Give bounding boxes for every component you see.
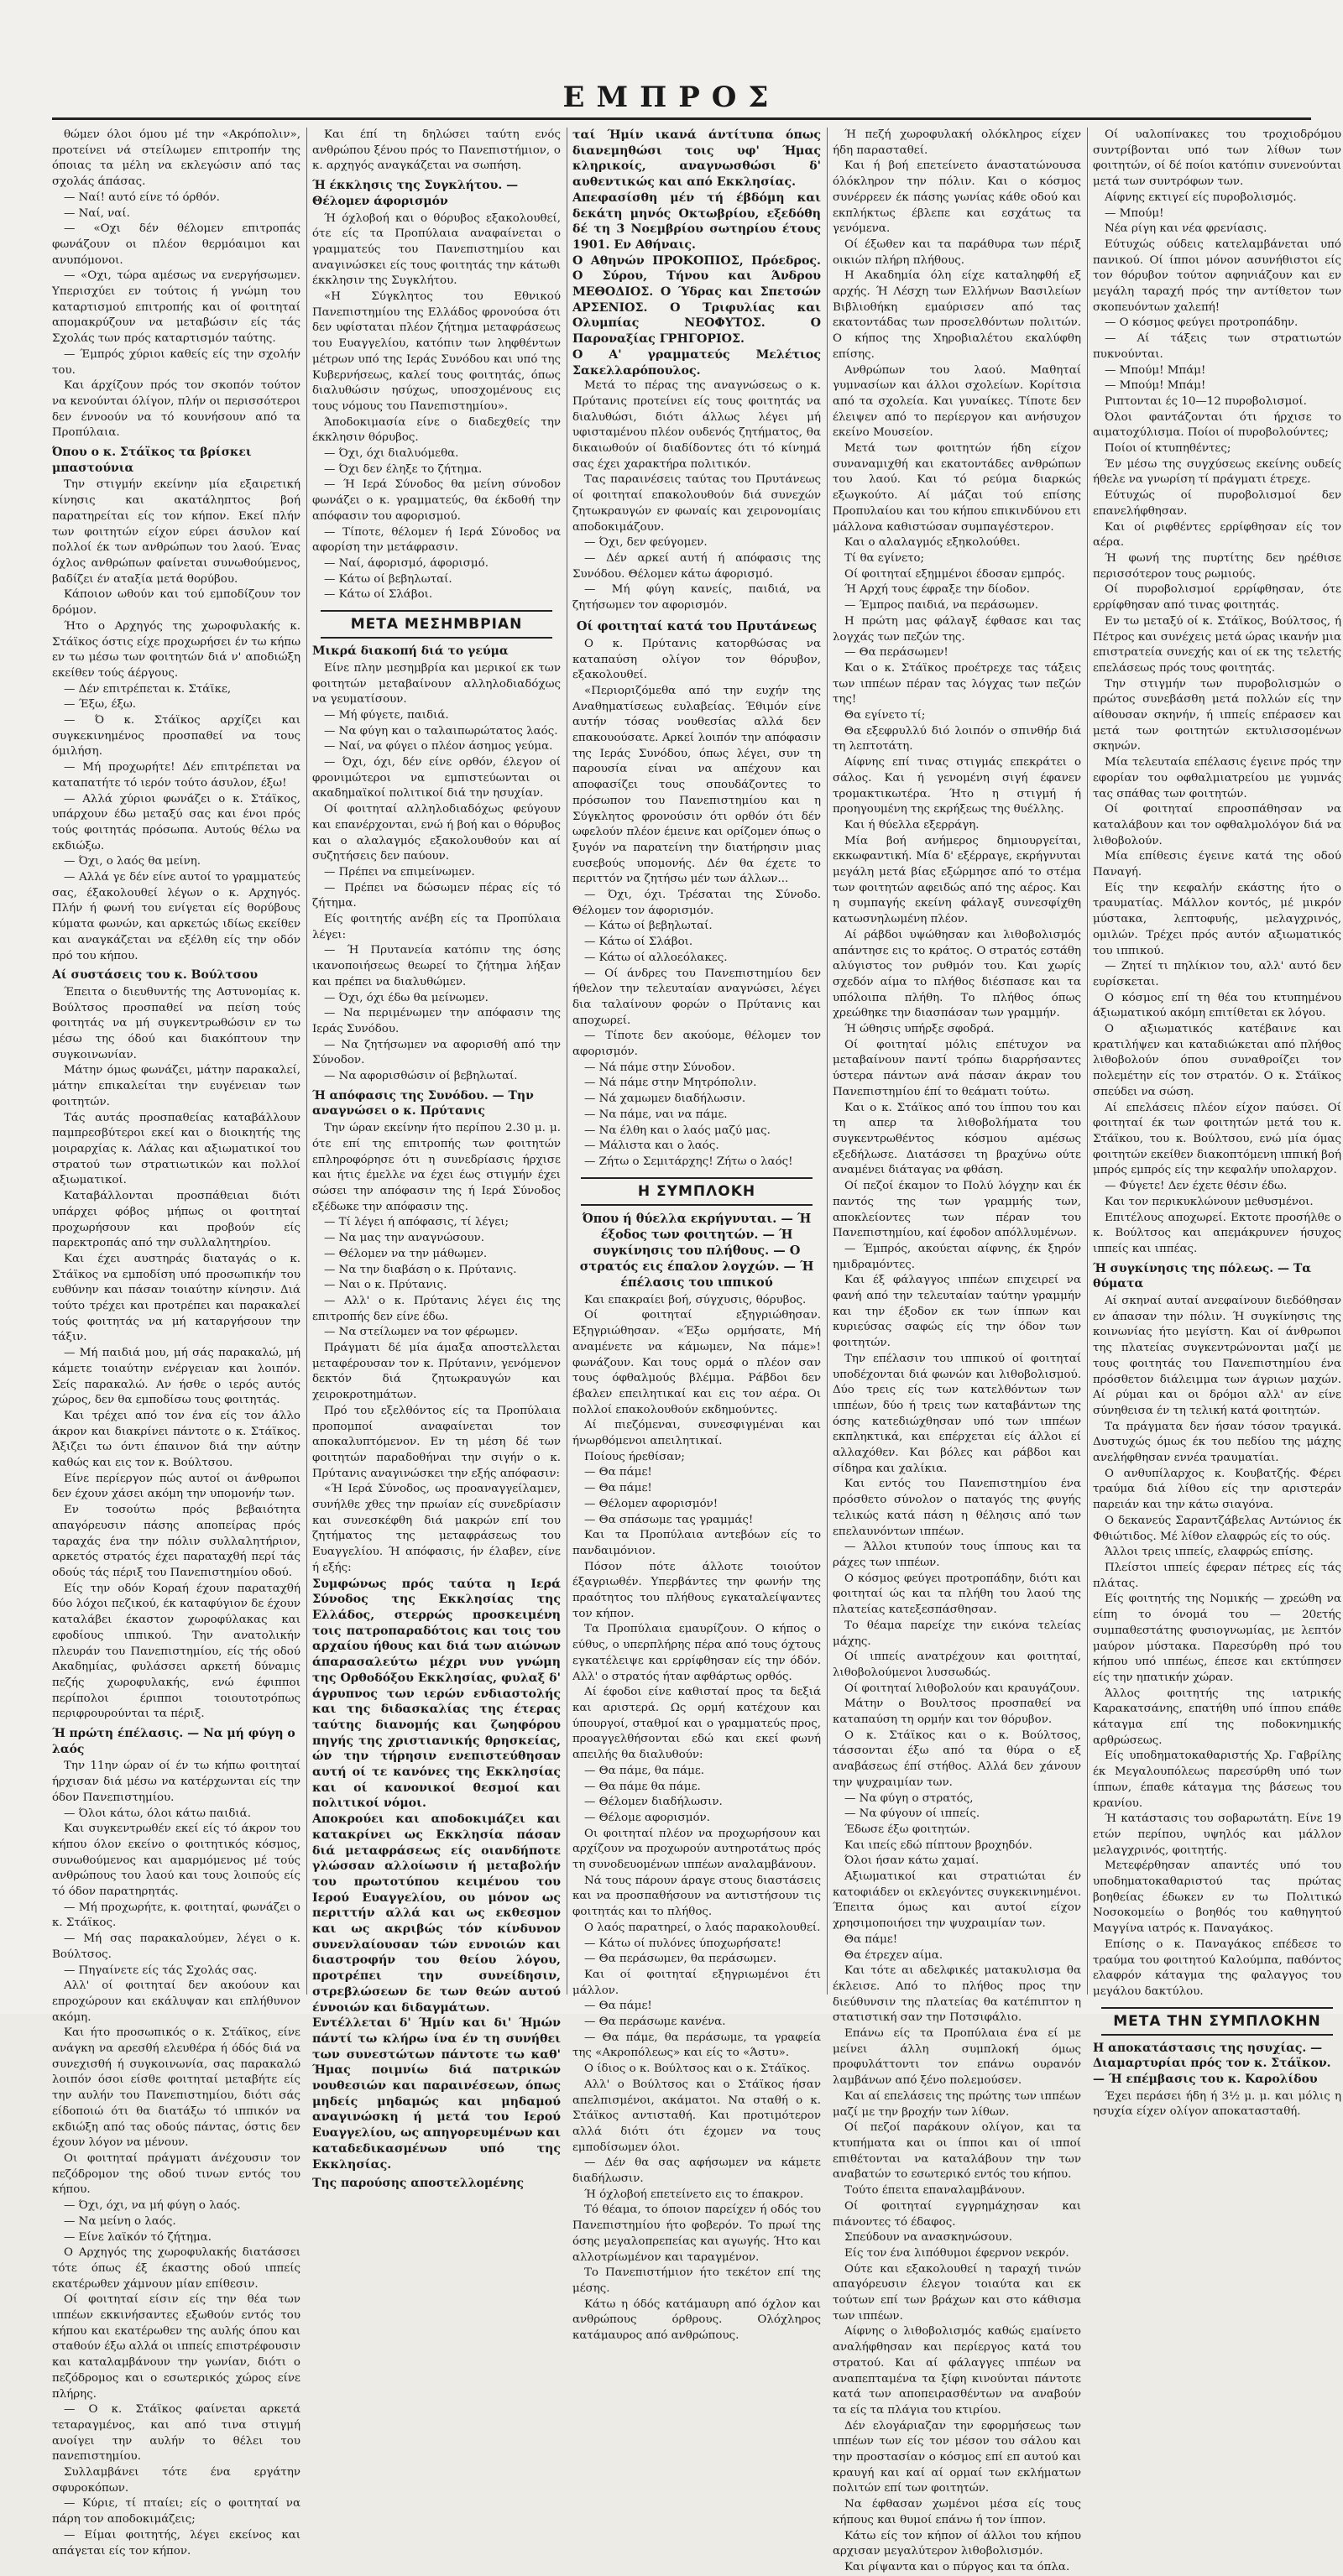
- bold-paragraph: Συμφώνως πρός ταύτα η Ιερά Σύνοδος της Εκκλησίας της Ελλάδος, στερρώς προσκειμένη τοις πατροπαραδότοις και τοις του αρχαίου ήθους και διά των αιώνων άπαρασαλεύτω μέχρι νυν γνώμη της Ορθοδόξου Εκκλησίας, φυλαξ δ' άγρυπνος των ιερών ενδιαστολής και της διδασκαλίας της έτερας ταύτης διανομής και ζωηφόρου πηγής της χριστιανικής θρησκείας, ών την τήρησιν ενεπιστεύθησαν αυτή οί τε κανόνες της Εκκλησίας και οί κανονικοί θεσμοί και πολιτικοί νόμοι.: [312, 1577, 561, 1811]
- article-heading: Η αποκατάστασις της ησυχίας. — Διαμαρτυρίαι πρός τον κ. Στάϊκον. — Ή επέμβασις του κ. Καρολίδου: [1093, 2041, 1331, 2087]
- paragraph: Ή φωνή της πυρτίτης δεν ηρέθισε περισσότερον τους ρωμιούς.: [1093, 551, 1341, 581]
- paragraph: — Κάτω οί πυλόνες ύποχωρήσατε!: [584, 1937, 782, 1950]
- paragraph: Είς την οδόν Κοραή έχουν παραταχθή δύο λόχοι πεζικού, έκ καταφύγιον δε έχουν καταλάβει έκαστον χωροφύλακας και εφοδίους ιππικού. Την ανατολικήν πλευράν του Πανεπιστημίου, είς τής οδού Ακαδημίας, φυλάσσει αρκετή δύναμις πεζής χωροφυλακής, ενώ έφιπποι περίπολοι έριπποι τοιουτοτρόπως περιφρουρούνται τα πέριξ.: [52, 1582, 300, 1721]
- paragraph: — Ναί, ναί.: [64, 206, 130, 220]
- paragraph: Ο αξιωματικός κατέβαινε και κρατιλήψεν και καταδιώκεται από πλήθος λιθοβολούν όπου συναθροίζει τον πολεμέτην είς τον στρατόν. Ο κ. Στάϊκος σπεύδει να σώση.: [1093, 1023, 1341, 1098]
- paragraph: Μάτην όμως φωνάζει, μάτην παρακαλεί, μάτην επικαλείται την ευγένειαν των φοιτητών.: [52, 1064, 300, 1108]
- paragraph: Και έχει αυστηράς διαταγάς ο κ. Στάϊκος να εμποδίση υπό προσωπικήν του ευθύνην και πάσαν τοιαύτην κίνησιν. Διά τούτο τρέχει και προτρέπει και παρακαλεί τούς φοιτητάς να μή καταργήσουν την τάξιν.: [52, 1252, 300, 1344]
- paragraph: Η πρώτη μας φάλαγξ έφθασε και τας λογχάς των πεζών της.: [833, 614, 1081, 644]
- paragraph: Εν τω μεταξύ οί κ. Στάϊκος, Βούλτσος, ή Πέτρος και συνέχεις μετά ώρας ικανήν μια επιστρατεία συνεχής και οί εκ της τελετής επελάσεως πρός τους φοιτητάς.: [1093, 614, 1341, 675]
- paragraph: Τί θα εγίνετο;: [844, 551, 925, 565]
- paragraph: — Θα περάσωμεν, θα περάσωμεν.: [584, 1953, 777, 1966]
- paragraph: Οί φοιτηταί εξηγριώθησαν. Εξηγριώθησαν. «Έξω ορμήσατε, Μή αναμένετε να κάμωμεν, Να πάμε»! φωνάζουν. Και τους ορμά ο πλέον σαν τους όφθαλμούς βλέμμα. Ράβδοι δεν έβαλεν επειλητικαί και εις τον αέρα. Οι πολλοί επακολουθούν εκδημούντες.: [572, 1309, 821, 1416]
- paragraph: — Μή προχωρήτε! Δέν επιτρέπεται να καταπατήτε τό ιερόν τούτο άσυλον, έξω!: [52, 761, 300, 790]
- paragraph: Αί ράβδοι υψώθησαν και λιθοβολισμός απάντησε εις το κράτος. Ο στρατός εστάθη αλύγιστος τον ρυθμόν του. Και χωρίς σχεδόν αίμα το πλήθος διέσπασε και τα υπόλοιπα πλήθη. Το πλήθος όπως χρεώθηκε την διασπάσαν των γραμμήν.: [833, 928, 1081, 1020]
- paragraph: — Τίποτε, θέλομεν ή Ιερά Σύνοδος να αφορίση την μετάφρασιν.: [312, 525, 561, 555]
- paragraph: — Κάτω οί βεβηλωταί.: [324, 572, 452, 586]
- paragraph: Ο δεκανεύς Σαραντζάβελας Αντώνιος έκ Φθιώτιδος. Μέ λίθον ελαφρώς είς το ούς.: [1093, 1514, 1341, 1543]
- paragraph: — Να μας την αναγνώσουν.: [324, 1232, 485, 1245]
- paragraph: — Ό κ. Στάϊκος αρχίζει και συγκεκινημένος προσπαθεί να τους όμιλήση.: [52, 714, 300, 759]
- paragraph: Θα εγίνετο τί;: [844, 709, 926, 722]
- paragraph: Είς υποδηματοκαθαριστής Χρ. Γαβρίλης έκ Μεγαλουπόλεως παρεσύρθη υπό των ίππων, έπαθε κάταγμα της βάσεως του κρανίου.: [1093, 1749, 1341, 1810]
- paragraph: Έχει περάσει ήδη ή 3½ μ. μ. και μόλις η ησυχία είχεν ολίγον αποκατασταθή.: [1093, 2089, 1341, 2119]
- paragraph: Πλείστοι ιππείς έφεραν πέτρες είς τάς πλάτας.: [1093, 1561, 1341, 1590]
- paragraph: — Ναί, να φύγει ο πλέον άσημος γεύμα.: [324, 740, 553, 754]
- paragraph: — Μάλιστα και ο λαός.: [584, 1139, 719, 1153]
- paragraph: — Θα πάμε!: [584, 2000, 652, 2013]
- text-column-2: [312, 128, 561, 2191]
- paragraph: — Πρέπει να δώσωμεν πέρας είς τό ζήτημα.: [312, 881, 561, 910]
- paragraph: θώμεν όλοι όμου μέ την «Ακρόπολιν», προτείνει νά στείλωμεν επιτροπήν της όποιας τα μέλη να εκλεγώσιν από τας σχολάς άπάσας.: [52, 128, 300, 189]
- paragraph: Έδωσε έξω φοιτητών.: [844, 1822, 970, 1836]
- paragraph: Πρό του εξελθόντος είς τα Προπύλαια προπομποί αναφαίνεται τον αποκαλυπτόμενον. Εν τη μέση δέ των φοιτητών παραδοθήναι την σιγήν ο κ. Πρύτανις αναγινώσκει την εξής απόφασιν:: [312, 1404, 561, 1480]
- paragraph: — Θα πάμε, θα πάμε.: [584, 1764, 705, 1777]
- paragraph: Οί υαλοπίνακες του τροχιοδρόμου συντρίβονται υπό των λίθων των φοιτητών, οί δέ ποίοι κατόπιν συνενούνται μετά των συντρόφων των.: [1093, 128, 1341, 189]
- paragraph: Οί φοιτηταί λιθοβολούν και κραυγάζουν.: [844, 1682, 1080, 1695]
- paragraph: Μετεφέρθησαν απαντές υπό του υποδηματοκαθαριστού τας πρώτας βοηθείας έδωκεν εν τω Πολιτικώ Νοσοκομείω ο βοηθός του καθηγητού Μαγγίνα ιατρός κ. Παναγάκος.: [1093, 1859, 1341, 1936]
- column-rule: [306, 128, 307, 1995]
- article-heading: Ή έκκλησις της Συγκλήτου. — Θέλομεν άφορισμόν: [312, 179, 519, 208]
- paragraph: Και ο αλαλαγμός εξηκολούθει.: [844, 536, 1021, 550]
- paragraph: Αξιωματικοί και στρατιώται έν κατοφιάδεν οι εκλεγόντες συγκεκινημένοι. Έπειτα όμως και αυτοί είχον χρησιμοποιήσει την ψυχραιμίαν των.: [833, 1870, 1081, 1931]
- paragraph: Τό θέαμα, το όποιον παρείχεν ή οδός του Πανεπιστημίου ήτο φοβερόν. Το πρωί της όσης μεγαλοπρεπείας και αγωγής. Ήτο και αλλοτρίωμένον και ταραγμένον.: [572, 2203, 821, 2264]
- bold-paragraph: Εντέλλεται δ' Ήμίν και δι' Ήμών πάντί τω κλήρω ίνα έν τη συνήθει των συνεστώτων πάντοτε τω καθ' Ήμας ποιμνίω διά πατρικών νουθεσιών και παραινέσεων, όπως μηδείς μηδαμώς και μηδαμού αναγινώσκη ή μετά του Ιερού Ευαγγελίου, ως απηγορευμένων και καταδεδικασμένων υπό της Εκκλησίας.: [312, 2016, 561, 2172]
- paragraph: — Έμπρός, ακούεται αίφνης, έκ ξηρόν ημιδραμόντες.: [833, 1242, 1081, 1271]
- paragraph: Και ήτο προσωπικός ο κ. Στάϊκος, είνε ανάγκη να αρεσθή ελευθέρα ή όδός διά να συνεχισθή ή συγκοινωνία, σας παρακαλώ λοιπόν όσοι είσθε φοιτηταί μεταβήτε είς την αυλήν του Πανεπιστημίου, διότι σάς είδοποιώ ότι θα διατάξω τό ιππικόν να εκδιώξη από τας οδούς πάντας, όστις δεν έχουν λόγον να μένουν.: [52, 2026, 300, 2150]
- paragraph: — Θα σπάσωμε τας γραμμάς!: [584, 1513, 754, 1526]
- paragraph: Και αί επελάσεις της πρώτης των ιππέων μαζί με την βροχήν των λίθων.: [833, 2089, 1081, 2119]
- paragraph: — Να φύγη και ο ταλαιπωρώτατος λαός.: [324, 724, 558, 738]
- article-heading: Μικρά διακοπή διά το γεύμα: [312, 644, 509, 659]
- paragraph: — Να πάμε, ναι να πάμε.: [584, 1108, 728, 1121]
- paragraph: Πόσον πότε άλλοτε τοιούτον έξαγριωθέν. Υπερβάντες την φωνήν της πραότητος του πλήθους εγκαταλείψαντες τον κήπον.: [572, 1560, 821, 1620]
- paragraph: Κάτω είς τον κήπον οί άλλοι του κήπου αρχισαν μεγαλύτερον λιθοβολισμόν.: [833, 2529, 1081, 2558]
- text-column-4: [833, 128, 1081, 2573]
- paragraph: — Έμπρος παιδιά, να περάσωμεν.: [844, 599, 1039, 613]
- paragraph: — Να μείνη ο λαός.: [64, 2214, 176, 2228]
- paragraph: Και ο κ. Στάϊκος προέτρεχε τας τάξεις των ιππέων πέραν τας λόγχας των πεζών της!: [833, 661, 1081, 707]
- paragraph: Και τρέχει από τον ένα είς τον άλλο άκρον και διακρίνει πάντοτε ο κ. Στάϊκος. Άξιζει τω όντι έπαινον διά την αύτην καθώς και εις τον κ. Βούλτσου.: [52, 1409, 300, 1470]
- paragraph: — Ο κόσμος φεύγει προτροπάδην.: [1105, 316, 1299, 330]
- paragraph: — Νά πάμε στην Μητρόπολιν.: [584, 1077, 757, 1090]
- paragraph: — Δέν αρκεί αυτή ή απόφασις της Συνόδου. Θέλομεν κάτω άφορισμό.: [572, 551, 821, 581]
- paragraph: — Όχι, όχι διαλυόμεθα.: [324, 447, 459, 461]
- paragraph: — Όχι, όχι. Τρέσαται της Σύνοδο. Θέλομεν τον άφορισμόν.: [572, 889, 821, 917]
- paragraph: Επιτέλους αποχωρεί. Εκτοτε προσήλθε ο κ. Βούλτσος και απεμάκρυνεν ήσυχος ιππείς και ιππέας.: [1093, 1211, 1341, 1255]
- paragraph: Το θέαμα παρείχε την εικόνα τελείας μάχης.: [833, 1619, 1081, 1648]
- paragraph: Και ή θύελλα εξερράγη.: [844, 818, 980, 832]
- paragraph: Να έφθασαν χωμένοι μέσα είς τους κήπους και θυμοί επάνω ή τον ίππον.: [833, 2498, 1081, 2526]
- paragraph: — Να αφορισθώσιν οί βεβηλωταί.: [324, 1070, 518, 1083]
- paragraph: Και ιπείς εδώ πίπτουν βροχηδόν.: [844, 1838, 1032, 1852]
- paragraph: — Μή φύγη κανείς, παιδιά, να ζητήσωμεν τον αφορισμόν.: [572, 583, 821, 613]
- paragraph: Νά τους πάρουν άραγε στους διαστάσεις και να προσπαθήσουν να αντιστήσουν τις φοιτητάς και το πλήθος.: [572, 1874, 821, 1919]
- paragraph: Τα πράγματα δεν ήσαν τόσον τραγικά. Δυστυχώς όμως έκ του πεδίου της μάχης ανελήφθησαν εννέα τραυματίαι.: [1093, 1420, 1341, 1465]
- paragraph: — Ο κ. Στάϊκος φαίνεται αρκετά τεταραγμένος, και από τινα στιγμή ανοίγει την αυλήν το θέλει του πανεπιστημίου.: [52, 2403, 300, 2464]
- paragraph: Αί επελάσεις πλέον είχον παύσει. Οί φοιτηταί έκ των φοιτητών μετά του κ. Στάϊκου, του κ. Βούλτσου, ενώ μία όμας φοιτητών εκείθεν διακοπτόμενη ιππική βοή μπρός εμπρός είς την κεφαλήν υπολαρχον.: [1093, 1101, 1341, 1177]
- paragraph: — Να την διαβάση ο κ. Πρύτανις.: [324, 1263, 517, 1276]
- paragraph: «Ή Ιερά Σύνοδος, ως προαναγγείλαμεν, συνήλθε χθες την πρωίαν είς συνεδρίασιν και συνεσκέφθη διά μακρών επί του ζητήματος της μεταφράσεως του Ευαγγελίου. Ή απόφασις, ήν έλαβεν, είνε ή εξής:: [312, 1483, 561, 1574]
- paragraph: Οί φοιτηταί επροσπάθησαν να καταλάβουν και τον οφθαλμολόγον διά να λιθοβολούν.: [1093, 803, 1341, 847]
- column-rule: [1087, 128, 1088, 1995]
- section-heading: ΜΕΤΑ ΜΕΣΗΜΒΡΙΑΝ: [321, 610, 552, 639]
- paragraph: Και έπί τη δηλώσει ταύτη ενός ανθρώπου ξένου πρός το Πανεπιστήμιον, ο κ. αρχηγός αναγκάζεται να σωπήση.: [312, 128, 561, 173]
- article-heading: Όπου ο κ. Στάϊκος τα βρίσκει μπαστούνια: [52, 446, 252, 475]
- paragraph: Ο λαός παρατηρεί, ο λαός παρακολουθεί.: [584, 1921, 821, 1934]
- paragraph: Οί φοιτηταί είσιν είς την θέα των ιππέων εκκινήσαντες εξωθούν εντός του κήπου και εκατέρωθεν της αυλής όπου και σταθούν έξω αλλά οι ιππείς επιστρέφουσιν και καταλαμβάνουν την γωνίαν, διότι ο πεζόδρομος και ο εσωτερικός χώρος είνε πλήρης.: [52, 2293, 300, 2401]
- text-column-3: [572, 128, 821, 2343]
- paragraph: Ποίους ήρεθίσαν;: [584, 1450, 685, 1463]
- paragraph: — Πρέπει να επιμείνωμεν.: [324, 865, 475, 879]
- paragraph: Νέα ρίγη και νέα φρενίασις.: [1105, 222, 1267, 236]
- paragraph: Η Ακαδημία όλη είχε καταληφθή εξ αρχής. Ή Λέσχη των Ελλήνων Βασιλείων Βιβλιοθήκη εμαύρισεν από τας εκατοντάδας των προσελθόντων πολιτών. Ο κήπος της Χηροβιαλέτου εκαλύφθη επίσης.: [833, 269, 1081, 361]
- paragraph: Ο κ. Στάϊκος και ο κ. Βούλτσος, τάσσονται έξω από τα θύρα ο εξ αναβάσεως έπί στήθος. Αλλά δεν χάνουν την ψυχραιμίαν των.: [833, 1729, 1081, 1789]
- paragraph: — Έξω, έξω.: [64, 698, 136, 712]
- paragraph: Οί φοιτηταί εξημμένοι έδοσαν εμπρός.: [844, 567, 1065, 581]
- paragraph: Μετά των φοιτητών ήδη είχον συναναμιχθή και εκατοντάδες ανθρώπων του λαού. Και τό ρεύμα διαρκώς εξωγκούτο. Αί μάζαι τού επίσης Προπυλαίου και του κήπου επικινδύνου ετι μάλλονα καθιστώσαν συμπαγέστερον.: [833, 442, 1081, 534]
- paragraph: — Αί τάξεις των στρατιωτών πυκνούνται.: [1093, 332, 1341, 361]
- paragraph: Οί φοιτηταί εγγρημάχησαν και πιάνοντες τό έδαφος.: [833, 2199, 1081, 2229]
- paragraph: — Θα πάμε, θα περάσωμε, τα γραφεία της «Ακροπόλεως» και είς το «Άστυ».: [572, 2031, 821, 2060]
- paragraph: Εύτυχώς οί πυροβολισμοί δεν επανελήφθησαν.: [1093, 489, 1341, 518]
- paragraph: Και οί φοιτηταί εξηγριωμένοι έτι μάλλον.: [572, 1968, 821, 1997]
- paragraph: Αίφνης επί τινας στιγμάς επεκράτει ο σάλος. Και ή γενομένη σιγή έφανεν τρομακτικωτέρα. Ήτο η στιγμή ή προηγουμένη της εκρήξεως της θυέλλης.: [833, 756, 1081, 816]
- paragraph: Ή Αρχή τους έφραξε την δίοδον.: [844, 583, 1030, 597]
- paragraph: Και ρίψαντα και ο πύργος και τα όπλα.: [844, 2560, 1070, 2573]
- paragraph: Θα πάμε!: [844, 1932, 898, 1946]
- paragraph: — Θα περάσωμεν!: [844, 646, 948, 660]
- paragraph: — Όχι, ο λαός θα μείνη.: [64, 855, 201, 868]
- paragraph: Και άρχίζουν πρός τον σκοπόν τούτον να κενούνται όλίγον, πλήν οι περισσότεροι δεν έννοούν να τό κουνήσουν από τα Προπύλαια.: [52, 379, 300, 440]
- paragraph: Ο ανθυπίλαρχος κ. Κουβατζής. Φέρει τραύμα διά λίθου είς την αριστεράν παρειάν και την κάτω σιαγόνα.: [1093, 1467, 1341, 1512]
- paragraph: Αίφνης ο λιθοβολισμός καθώς εμαίνετο αναλήφθησαν και περίεργος κατά του στρατού. Και αί φάλαγγες ιππέων να αναπεπταμένα τα ξίφη κινούνται πάντοτε κατά των αποπειρασθέντων να αναβούν τα είς τα πλάγια του κτιρίου.: [833, 2325, 1081, 2417]
- article-heading: Αί συστάσεις του κ. Βούλτσου: [52, 968, 259, 983]
- paragraph: Έν μέσω της συγχύσεως εκείνης ουδείς ήθελε να γνωρίση τί πράγματι έτρεχε.: [1093, 457, 1341, 487]
- paragraph: Θα εξεφρυλλύ διό λοιπόν ο σπινθήρ διά τη λεπτοτάτη.: [833, 724, 1081, 754]
- paragraph: — Όχι, όχι, να μή φύγη ο λαός.: [64, 2199, 241, 2213]
- paragraph: Μία επίθεσις έγεινε κατά της οδού Παναγή.: [1093, 850, 1341, 879]
- paragraph: — Θα πάμε θα πάμε.: [584, 1780, 701, 1793]
- paragraph: — Μπούμ! Μπάμ!: [1105, 363, 1206, 377]
- paragraph: «Περιοριζόμεθα από την ευχήν της Αναθηματίσεως ευλαβείας. Έθιμόν είνε αυτήν τόσας νουθεσίας αλλά δεν επακουούσατε. Αρκεί λοιπόν την απόφασιν της Ιεράς Συνόδου, όπως λέγει, συν τη παρουσία είναι να απέχουν και αποφασίζει τους σπουδάζοντες το πρόσωπον του Πανεπιστημίου και η Σύγκλητος φρονούσιν ότι ορθόν ότι δέν ωφελούν πλέον έμεινε και ορίζομεν όπως ο ξυγόν να παρατείνη την διατήρησιν μιας ευσεβούς υπομονής. Δέν θα έχετε το περιττόν να ζητήσω μέν των άλλων...: [572, 684, 821, 886]
- paragraph: — Νά πάμε στην Σύνοδον.: [584, 1061, 735, 1074]
- paragraph: — Είμαι φοιτητής, λέγει εκείνος και απάγεται είς τον κήπον.: [52, 2528, 300, 2558]
- paragraph: Και τον περικυκλώνουν μεθυσμένοι.: [1105, 1195, 1314, 1208]
- paragraph: Όλοι ήσαν κάτω χαμαί.: [844, 1854, 980, 1868]
- section-heading: ΜΕΤΑ ΤΗΝ ΣΥΜΠΛΟΚΗΝ: [1101, 2007, 1333, 2036]
- text-column-5: [1093, 128, 1341, 2119]
- paragraph: Ή ώθησις υπήρξε σφοδρά.: [844, 1023, 995, 1036]
- paragraph: Επάνω είς τα Προπύλαια ένα εί με μείνει άλλη συμπλοκή όμως προφυλάττοντι τον επάνω ουρανόν λαμβάνων από ξένο πολεμούσεν.: [833, 2027, 1081, 2088]
- paragraph: — Να φύγη ο στρατός,: [844, 1791, 974, 1805]
- paragraph: Ο ίδιος ο κ. Βούλτσος και ο κ. Στάϊκος.: [584, 2062, 811, 2076]
- paragraph: Κάτω η όδός κατάμαυρη από όχλον και ανθρώπους όρθρους. Ολόχληρος κατάμαυρος από ανθρώπους.: [572, 2297, 821, 2343]
- paragraph: Σπεύδουν να ανασκηνώσουν.: [844, 2231, 1013, 2245]
- paragraph: — Να έλθη και ο λαός μαζύ μας.: [584, 1124, 771, 1137]
- paragraph: — Να φύγουν οί ιππείς.: [844, 1807, 980, 1821]
- paragraph: Είς φοιτητής ανέβη είς τα Προπύλαια λέγει:: [312, 913, 561, 941]
- paragraph: — Όλοι κάτω, όλοι κάτω παιδιά.: [64, 1807, 251, 1820]
- paragraph: Και τα Προπύλαια αντεβόων είς το πανδαιμόνιον.: [572, 1529, 821, 1557]
- paragraph: Τούτο έπειτα επαναλαμβάνουν.: [844, 2184, 1026, 2198]
- paragraph: — Θέλομεν αφορισμόν!: [584, 1497, 719, 1510]
- paragraph: Αί έφοδοι είνε καθισταί προς τα δεξιά και αριστερά. Ως ορμή κατέχουν και ύπουργοί, σταθμοί και ο γραμματεύς προς, προαγγελθήσονται εδώ και εκεί φωνή απειλής θα διαλυθούν:: [572, 1686, 821, 1762]
- paragraph: — Κάτω οί Σλάβοι.: [584, 936, 693, 949]
- paragraph: Και ή βοή επετείνετο άναστατώνουσα όλόκληρον την πόλιν. Και ο κόσμος συνέρρεεν έκ πάσης γωνίας κάθε οδού και εκπλήκτως έβλεπε και εσχάτως τα γενόμενα.: [833, 159, 1081, 236]
- paragraph: — Αλλά χύριοι φωνάζει ο κ. Στάϊκος, υπάρχουν έδω μεταξύ σας και ένοι πρός τούς φοιτητάς πρόσωπα. Αυτούς θέλω να εκδιώξω.: [52, 792, 300, 853]
- paragraph: Δέν ελογάριαζαν την εφορμήσεως των ιππέων των είς τον μέσον του σάλου και την προστασίαν ο κόσμος επί επ αυτού και κραυγή και καί αί ορμαί των εκλήματων πολιτών επί των φοιτητών.: [833, 2419, 1081, 2495]
- paragraph: Ούτε και εξακολουθεί η ταραχή τινών απαγόρευσιν έλεγον τοιαύτα και εκ τούτων επί των βράχων και στο κάθισμα των ιππέων.: [833, 2262, 1081, 2323]
- paragraph: — Τί λέγει ή απόφασις, τί λέγει;: [324, 1216, 510, 1229]
- paragraph: Ο κόσμος φεύγει προτροπάδην, διότι και φοιτηταί ώς και τα πλήθη του λαού της πλατείας κατεξεσπάσθησαν.: [833, 1572, 1081, 1617]
- paragraph: Ο κόσμος επί τη θέα του κτυπημένου άξιωματικού ακόμη επιτίθεται εκ λόγου.: [1093, 991, 1341, 1020]
- paragraph: Άποδοκιμασία είνε ο διαδεχθείς την έκκλησιν θόρυβος.: [312, 415, 561, 445]
- paragraph: Την επέλασιν του ιππικού οί φοιτηταί υποδέχονται διά φωνών και λιθοβολισμού. Δύο τρεις είς των κατελθόντων των ιππέων, δύο ή τρεις των καταβάντων της όσης κατεδιώχθησαν υπό των ιππέων εκπληκτικά, και επέρχεται είς άλλοι εί αλλαχόθεν. Και βόλες και ράβδοι και σίδηρα και χαλίκια.: [833, 1352, 1081, 1475]
- paragraph: — Πηγαίνετε είς τάς Σχολάς σας.: [64, 1963, 258, 1977]
- paragraph: Αλλ' ο Βούλτσος και ο Στάϊκος ήσαν απελπισμένοι, ακάματοι. Να σταθή ο κ. Στάϊκος αντισταθή. Και προτιμότερον αλλά διότι ότι έχομεν να τους εμποδίσωμεν όλοι.: [572, 2078, 821, 2154]
- paragraph: — Μή φύγετε, παιδιά.: [324, 708, 449, 722]
- paragraph: — Όχι, όχι έδω θα μείνωμεν.: [324, 991, 489, 1004]
- paragraph: Τας παραινέσεις ταύτας του Πρυτάνεως οί φοιτηταί επακολουθούν διά συνεχών ζητωκραυγών εν φωναίς και χειρονομίαις αποδοκιμάζουν.: [572, 473, 821, 534]
- paragraph: Άλλος φοιτητής της ιατρικής Καρακατσάνης, επατήθη υπό ίππου επάθε κάταγμα επί της ποδοκνημικής αρθρώσεως.: [1093, 1687, 1341, 1747]
- paragraph: — Άλλοι κτυπούν τους ίππους και τα ράχες των ιππέων.: [833, 1541, 1081, 1569]
- paragraph: — Όχι, δεν φεύγομεν.: [584, 536, 708, 550]
- article-heading: Ή συγκίνησις της πόλεως. — Τα θύματα: [1093, 1261, 1312, 1291]
- paragraph: Μάτην ο Βουλτσος προσπαθεί να καταπαύση τη ορμήν και τον θόρυβον.: [833, 1697, 1081, 1727]
- paragraph: Μία βοή ανήμερος δημιουργείται, εκκωφαντική. Μία δ' εξέρραγε, εκρήγνυται μεγάλη μετά βίας εξώρμησε από το στέμα των φοιτητών αφειδώς από της αέρος. Και η συμπαγής εκείνη φάλαγξ συνεσφίχθη κατωσνηλωμένη πλέον.: [833, 834, 1081, 926]
- paragraph: — Κάτω οί αλλοεόλακες.: [584, 951, 728, 964]
- paragraph: Ποίοι οί κτυπηθέντες;: [1105, 442, 1231, 456]
- paragraph: — Να περιμένωμεν την απόφασιν της Ιεράς Συνόδου.: [312, 1007, 561, 1035]
- header-rule: [52, 117, 1311, 120]
- paragraph: — Μή προχωρήτε, κ. φοιτηταί, φωνάζει ο κ. Στάϊκος.: [52, 1901, 300, 1930]
- paragraph: Ή κατάστασις του σοβαρωτάτη. Είνε 19 ετών περίπου, υψηλός και μάλλον μελαγχρινός, φοιτητής.: [1093, 1812, 1341, 1857]
- paragraph: Και έξ φάλαγγος ιππέων επιχειρεί να φανή από την τελευταίαν ταύτην γραμμήν και την έξοδον εκ των ίππων και κυριεύσας σαφώς είς την όδον των φοιτητών.: [833, 1274, 1081, 1350]
- paragraph: Και εντός του Πανεπιστημίου ένα πρόσθετο σύνολον ο παταγός της φυγής τελικώς κατά πάση η θέλησις από των επελαυνόντων ιππέων.: [833, 1478, 1081, 1538]
- paragraph: Οί πεζοί έκαμον το Πολύ λόγχην και έκ παντός της των γραμμής των, αποκλείοντες των πέραν του Πανεπιστημίου, καί έφοδον απόλλυμένων.: [833, 1180, 1081, 1240]
- paragraph: Είνε περίεργον πώς αυτοί οι άνθρωποι δεν έχουν χάσει ακόμη την υπομονήν των.: [52, 1472, 300, 1501]
- paragraph: — Ναι ο κ. Πρύτανις.: [324, 1279, 447, 1292]
- article-heading: Ή απόφασις της Συνόδου. — Την αναγνώσει ο κ. Πρύτανις: [312, 1088, 534, 1119]
- paragraph: — «Οχι, τώρα αμέσως να ενεργήσωμεν. Υπερισχύει εν τούτοις ή γνώμη του καταρτισμού επιτροπής και οί φοιτηταί απομακρύζουν να μεταβώσιν είς τάς Σχολάς των πρός καταρτισμόν ταύτης.: [52, 269, 300, 346]
- paragraph: Εύτυχώς ούδεις κατελαμβάνεται υπό πανικού. Οί ίπποι μόνον ασυνήθιστοι είς τον θόρυβον τούτον αφηνιάζουν και εν μεγάλη ταραχή πρός την αντίθετον των σκοπευόντων χαλεπή!: [1093, 237, 1341, 314]
- paragraph: Και οί ριφθέντες ερρίφθησαν είς τον αέρα.: [1093, 520, 1341, 550]
- paragraph: Πράγματι δέ μία άμαξα αποστελλεται μεταφέρουσαν τον κ. Πρύτανιν, γενόμενον δεκτόν διά ζητωκραυγών και χειροκροτημάτων.: [312, 1342, 561, 1402]
- paragraph: — Θα πάμε!: [584, 1482, 652, 1495]
- paragraph: Όλοι φαντάζονται ότι ήρχισε το αιματοχύλισμα. Ποίοι οί πυροβολούντες;: [1093, 410, 1341, 440]
- paragraph: — Ή Πρυτανεία κατόπιν της όσης ικανοποιήσεως θεωρεί το ζήτημα λήξαν και πρέπει να διαλυθώμεν.: [312, 944, 561, 988]
- paragraph: Άλλοι τρεις ιππείς, ελαφρώς επίσης.: [1105, 1546, 1314, 1559]
- paragraph: Την 11ην ώραν οί έν τω κήπω φοιτηταί ήρχισαν διά μέσω να κατέρχωνται είς την όδον Πανεπιστημίου.: [52, 1760, 300, 1804]
- paragraph: — Ναί, άφορισμό, άφορισμό.: [324, 556, 489, 570]
- bold-paragraph: Αποκρούει και αποδοκιμάζει και κατακρίνει ως Εκκλησία πάσαν διά μεταφράσεως είς οιανδήποτε γλώσσαν αλλοίωσιν ή μεταβολήν του πρωτοτύπου κειμένου του Ιερού Ευαγγελίου, ου μόνον ως περιττήν αλλά και ως εκθεσμον και ως ακριβώς τόν κίνδυνον συνενλαίουσαν τών εννοιών και διαστροφήν του θείου λόγου, προτρέπει την συνείδησιν, στρεβλώσεων δε των θεών αυτού έννοιών και διδαγμάτων.: [312, 1812, 561, 2015]
- paragraph: — Κύριε, τί πταίει; είς ο φοιτηταί να πάρη τον αποδοκιμάζεις;: [52, 2497, 300, 2526]
- paragraph: Επίσης ο κ. Παναγάκος επέδεσε το τραύμα του φοιτητού Καλούμπα, παθόντος ελαφρόν κάταγμα της φαλαγγος του μεγάλου δακτύλου.: [1093, 1937, 1341, 1998]
- paragraph: Οί φοιτηταί μόλις επέτυχον να μεταβαίνουν παντί τρόπω διαρρήσαντες ύστερα πάντων ανά πάσαν άκραν του Πανεπιστημίου έπί το θεάματι τούτω.: [833, 1038, 1081, 1098]
- paragraph: Είς φοιτητής της Νομικής — χρεώθη να είπη το όνομά του — 20ετής συμπαθεστάτης φυσιογνωμίας, με λεπτόν μαύρον μύστακα. Παρεσύρθη πρό του κήπου υπό ιππέως, έπεσε και εκτύπησεν είς την ηπατικήν χώραν.: [1093, 1593, 1341, 1684]
- paragraph: Έπειτα ο διευθυντής της Αστυνομίας κ. Βούλτσος προσπαθεί να πείση τούς φοιτητάς να μή συγκεντρωθώσιν εν τω μέσω της όδού και διακόπτουν την συγκοινωνίαν.: [52, 985, 300, 1061]
- paragraph: Ή πεζή χωροφυλακή ολόκληρος είχεν ήδη παρασταθεί.: [833, 128, 1081, 157]
- paragraph: — Τίποτε δεν ακούομε, θέλομεν τον αφορισμόν.: [572, 1030, 821, 1059]
- section-heading: Η ΣΥΜΠΛΟΚΗ: [581, 1177, 813, 1206]
- paragraph: — Μή σας παρακαλούμεν, λέγει ο κ. Βούλτσος.: [52, 1932, 300, 1961]
- paragraph: Οί πεζοί παράκουν ολίγον, και τα κτυπήματα και οι ίπποι και οί ιπποί επιθέτονται να καταλάβουν την των αναβατών το εσωτερικό εντός του κήπου.: [833, 2121, 1081, 2182]
- paragraph: — Όχι δεν έληξε το ζήτημα.: [324, 462, 483, 476]
- paragraph: — Αλλ' ο κ. Πρύτανις λέγει έις της επιτροπής δεν είνε έδω.: [312, 1294, 561, 1323]
- paragraph: — Ή Ιερά Σύνοδος θα μείνη σύνοδον φωνάζει ο κ. γραμματεύς, θα έκδοθή την απόφασιν του αφορισμού.: [312, 478, 561, 523]
- article-heading: Οί φοιτηταί κατά του Πρυτάνεως: [576, 618, 818, 634]
- paragraph: Οί πυροβολισμοί ερρίφθησαν, ότε ερρίφθησαν από τινας φοιτητάς.: [1093, 583, 1341, 613]
- paragraph: Οι φοιτηταί πράγματι άνέχουσιν τον πεζόδρομον της οδού τινων εντός του κήπου.: [52, 2152, 300, 2197]
- paragraph: Καταβάλλονται προσπάθειαι διότι υπάρχει φόβος μήπως οι φοιτηταί προχωρήσουν και προβούν είς παρεκτροπάς από την συλλαλητηρίου.: [52, 1190, 300, 1250]
- paragraph: Συλλαμβάνει τότε ένα εργάτην σφυροκόπων.: [52, 2466, 300, 2495]
- paragraph: Και τότε αι αδελφικές ματακυλισμα θα έκλεισε. Από το πλήθος προς την διεύθυνσιν της πλατείας θα κατέπιπτον η στατιστική σαν την Ποτσιφάλιο.: [833, 1964, 1081, 2025]
- paragraph: — Όχι, όχι, δέν είνε ορθόν, έλεγον οί φρονιμώτεροι να εμπιστεύωνται οι ακαδημαϊκοί πολιτικοί διά την ησυχίαν.: [312, 756, 561, 800]
- paragraph: — Δέν θα σας αφήσωμεν να κάμετε διαδήλωσιν.: [572, 2156, 821, 2186]
- paragraph: Μετά το πέρας της αναγνώσεως ο κ. Πρύτανις προτείνει είς τους φοιτητάς να διαλυθώσι, διότι άλλως λέγει μή υφισταμένου πλέον ουδενός ζητήματος, θα δικαιωθούν οί διαδίδοντες ότι τό κίνημά σας έχει χαρακτήρα πολιτικόν.: [572, 379, 821, 471]
- paragraph: — Κάτω οί βεβηλωταί.: [584, 920, 713, 933]
- paragraph: Την στιγμήν εκείνην μία εξαιρετική κίνησις και ακατάληπτος βοή παρατηρείται είς τον κήπον. Εκεί πλήν των φοιτητών είχον εύρει άσυλον καί πολλοί έκ των ανθρώπων του λαού. Ένας όχλος ανθρώπων φαίνεται συνωθούμενος, βαδίζει έν αταξία μετά θορύβου.: [52, 478, 300, 586]
- paragraph: — Θέλομεν διαδήλωσιν.: [584, 1796, 723, 1809]
- paragraph: — Δέν επιτρέπεται κ. Στάϊκε,: [64, 682, 232, 696]
- paragraph: Το Πανεπιστήμιον ήτο τεκέτον επί της μέσης.: [572, 2266, 821, 2295]
- paragraph: — Θα περάσωμε κανένα.: [584, 2015, 726, 2029]
- paragraph: — Αλλά γε δέν είνε αυτοί το γραμματεύς σας, έξακολουθεί λέγων ο κ. Αρχηγός. Πλήν ή φωνή του ενίγεται είς θορύβους κύματα φωνών, και αρκετώς ιδίως εκείθεν και αναγκάζεται να εξέλθη είς την οδόν πρό του κήπου.: [52, 871, 300, 962]
- paragraph: — Θέλομε αφορισμόν.: [584, 1811, 710, 1824]
- paragraph: Οί έξωθεν και τα παράθυρα των πέριξ οικιών πλήρη πλήθους.: [833, 237, 1081, 267]
- paragraph: Ο κ. Πρύτανις κατορθώσας να καταπαύση ολίγον τον θόρυβον, εξακολουθεί.: [572, 637, 821, 682]
- paragraph: Είς τον ένα λιπόθυμοι έφερνον νεκρόν.: [844, 2246, 1069, 2260]
- paragraph: Ανθρώπων του λαού. Μαθηταί γυμνασίων και άλλοι σχολείων. Κορίτσια από τα σχολεία. Και γυναίκες. Τίποτε δεν έλειψεν από το περίεργον και ανήσυχον εκείνο Μουσείον.: [833, 363, 1081, 440]
- paragraph: — Θα πάμε!: [584, 1466, 652, 1479]
- paragraph: — Να ζητήσωμεν να αφορισθή από την Σύνοδον.: [312, 1038, 561, 1067]
- paragraph: Και ο κ. Στάϊκος από του ίππου του και τη απερ τα λιθοβολήματα του συγκεντρωθέντος κόσμου αμέσως εξεδήλωσε. Διατάσσει τη βραχύνω ούτε αναμένει διάταγας να φθάση.: [833, 1101, 1081, 1177]
- paragraph: Είς την κεφαλήν εκάστης ήτο ο τραυματίας. Μάλλον κοντός, μέ μικρόν μύστακα, λεπτοφυής, μελαγχρινός, ομιλών. Τρέχει πρός αυτόν αξιωματικός του ιππικού.: [1093, 881, 1341, 957]
- paragraph: Οι φοιτηταί πλέον να προχωρήσουν και αρχίζουν να προχωρούν αυτηροτάτως πρός τη συνοδευομένων ιππέων αναλαμβάνουν.: [572, 1827, 821, 1872]
- newspaper-title: ΕΜΠΡΟΣ: [562, 81, 781, 114]
- paragraph: — Θέλομεν να την μάθωμεν.: [324, 1247, 488, 1260]
- paragraph: — Φύγετε! Δεν έχετε θέσιν έδω.: [1105, 1180, 1288, 1193]
- paragraph: Εν τοσούτω πρός βεβαιότητα απαγόρευσιν πάσης αποπείρας πρός ταραχάς ένα την πόλιν συλλαλητήριον, αρκετός στρατός έχει παραταχθή περί τάς οδούς τάς πέριξ του Πανεπιστημίου οδού.: [52, 1504, 300, 1579]
- bold-paragraph: Ο Α' γραμματεύς Μελέτιος Σακελλαρόπουλος.: [572, 347, 821, 378]
- paragraph: Ήτο ο Αρχηγός της χωροφυλακής κ. Στάϊκος όστις είχε προχωρήσει έν τω κήπω εν τω μέσω των φοιτητών διά ν' αποδιώξη εκείθεν τούς άέργους.: [52, 619, 300, 680]
- bold-paragraph: ταί Ήμίν ικανά άντίτυπα όπως διανεμηθώσι τοις υφ' Ήμας κληρικοίς, αναγνωσθώσι δ' αυθεντικώς και από Εκκλησίας.: [572, 128, 821, 190]
- paragraph: — Έμπρός χύριοι καθείς είς την σχολήν του.: [52, 347, 300, 377]
- paragraph: Ριπτονται ές 10—12 πυροβολισμοί.: [1105, 394, 1307, 408]
- paragraph: — Ζήτω ο Σεμιτάρχης! Ζήτω ο λαός!: [584, 1155, 793, 1168]
- paragraph: — Ναί! αυτό είνε τό όρθόν.: [64, 190, 220, 204]
- paragraph: Και συγκεντρωθέν εκεί είς τό άκρον του κήπου όλον εκείνο ο φοιτητικός κόσμος, συνωθούμενος και αμαρμόμενος μέ τούς ανθρώπους του λαού και τους λοιπούς είς τό όδον παρατηρητάς.: [52, 1822, 300, 1899]
- paragraph: Οί ιππείς ανατρέχουν και φοιτηταί, λιθοβολούμενοι λυσσωδώς.: [833, 1650, 1081, 1679]
- paragraph: — «Οχι δέν θέλομεν επιτροπάς φωνάζουν οι πλέον θερμόαιμοι και ανυπόμονοι.: [52, 222, 300, 267]
- paragraph: — Είνε λαϊκόν τό ζήτημα.: [64, 2230, 212, 2244]
- paragraph: Την στιγμήν των πυροβολισμών ο πρώτος συνεβάσθη μετά πολλών είς την αίθουσαν σκηνήν, ή ιππείς επέρασεν και μετά των φοιτητών εκτυλισσομένων σκηνών.: [1093, 677, 1341, 754]
- paragraph: — Οί άνδρες του Πανεπιστημίου δεν ήθελον την τελευταίαν αναγνώσει, λέγει δια ταλαίνουν φορών ο Πρύτανις και αποχωρεί.: [572, 967, 821, 1027]
- paragraph: Αλλ' οί φοιτηταί δεν ακούουν και επροχώρουν και εκάλυψαν και επλήθυνον ακόμη.: [52, 1979, 300, 2024]
- article-heading: Της παρούσης αποστελλομένης: [312, 2177, 525, 2191]
- paragraph: Την ώραν εκείνην ήτο περίπου 2.30 μ. μ. ότε επί της επιτροπής των φοιτητών επληροφόρησε ότι η συνεδρίασις ήρχισε και ήτις έμελλε να έχει έως στιγμήν έχει σώσει την απόφασιν της ή Ιερά Σύνοδος εξέδωκε την απόφασιν της.: [312, 1122, 561, 1213]
- paragraph: Ή όχλοβοή επετείνετο εις το έπακρον.: [584, 2188, 804, 2201]
- paragraph: — Μπούμ! Μπάμ!: [1105, 379, 1206, 393]
- bold-paragraph: Απεφασίσθη μέν τή έβδόμη και δεκάτη μηνός Οκτωβρίου, εξεδόθη δέ τη 3 Νοεμβρίου σωτηρίου έτους 1901. Εν Αθήναις.: [572, 190, 821, 252]
- masthead: [0, 0, 1343, 117]
- paragraph: Ή όχλοβοή και ο θόρυβος εξακολουθεί, ότε είς τα Προπύλαια αναφαίνεται ο γραμματεύς του Πανεπιστημίου και αναγινώσκει είς τους φοιτητάς την κάτωθι έκκλησιν της Συγκλήτου.: [312, 211, 561, 288]
- paragraph: — Νά χαμωμεν διαδήλωσιν.: [584, 1092, 746, 1106]
- paragraph: — Να στείλωμεν να τον φέρωμεν.: [324, 1326, 519, 1339]
- article-heading: Όπου ή θύελλα εκρήγνυται. — Ή έξοδος των φοιτητών. — Ή συγκίνησις του πλήθους. — Ο στρατός εις έπαλον λογχών. — Ή έπέλασις του ιππικού: [579, 1211, 814, 1290]
- column-rule: [827, 128, 828, 1995]
- article-heading: Ή πρώτη έπέλασις. — Να μή φύγη ο λαός: [52, 1727, 295, 1756]
- paragraph: Αί πιεζόμεναι, συνεσφιγμέναι και ήνωρθόμενοι απειλητικαί.: [572, 1419, 821, 1448]
- paragraph: — Ζητεί τι πηλίκιον του, αλλ' αυτό δεν ευρίσκεται.: [1093, 960, 1341, 988]
- paragraph: Αί σκηναί αυταί ανεφαίνουν διεδόθησαν εν άπασαν την πόλιν. Ή συγκίνησις της κοινωνίας ήτο μεγίστη. Και οί άνθρωποι της πλατείας συγκεντρώνονται μαζί με τους φοιτητάς του Πανεπιστημίου ένα πρόσθετον διάλειμμα των άγριων μαχών. Αί ρύμαι και οι δρόμοι αλλ' αν είνε σύνηθεισα έν τη τελική κατά φοιτητών.: [1093, 1295, 1341, 1417]
- paragraph: Κάποιον ωθούν και τού εμποδίζουν τον δρόμον.: [52, 588, 300, 618]
- paragraph: — Κάτω οί Σλάβοι.: [324, 588, 433, 602]
- paragraph: Μία τελευταία επέλασις έγεινε πρός την εφορίαν του οφθαλμιατρείου με γυμνάς τας σπάθας των φοιτητών.: [1093, 756, 1341, 800]
- paragraph: Τάς αυτάς προσπαθείας καταβάλλουν παμπρεσβύτεροι εκεί και ο διοικητής της μοιραρχίας κ. Λάλας και αξιωματικοί του στρατού των στρατιωτικών και πολλοί αξιωματικοί.: [52, 1111, 300, 1187]
- paragraph: Ο Αρχηγός της χωροφυλακής διατάσσει τότε όπως έξ έκαστης οδού ιππείς εκατέρωθεν χάμνουν μίαν επίθεσιν.: [52, 2246, 300, 2291]
- bold-paragraph: Ο Αθηνών ΠΡΟΚΟΠΙΟΣ, Πρόεδρος. Ο Σύρου, Τήνου και Άνδρου ΜΕΘΟΔΙΟΣ. Ο Ύδρας και Σπετσών ΑΡΣΕΝΙΟΣ. Ο Τριφυλίας και Ολυμπίας ΝΕΟΦΥΤΟΣ. Ο Παροναξίας ΓΡΗΓΟΡΙΟΣ.: [572, 253, 821, 347]
- paragraph: — Μή παιδιά μου, μή σάς παρακαλώ, μή κάμετε τοιαύτην ενέργειαν και λοιπόν. Σείς παρακαλώ. Αν ήσθε ο ιερός αυτός χώρος, δεν θα εμποδίσω τους φοιτητάς.: [52, 1347, 300, 1407]
- paragraph: Θα έτρεχεν αίμα.: [844, 1948, 943, 1962]
- paragraph: «Η Σύγκλητος του Εθνικού Πανεπιστημίου της Ελλάδος φρονούσα ότι δεν υφίσταται πλέον ζήτημα μεταφράσεως του Ευαγγελίου, κατόπιν των ληφθέντων μέτρων υπό της Ιεράς Συνόδου και υπό της Κυβερνήσεως, καλεί τους φοιτητάς, όπως διαλυθώσιν ησύχως, υποσχομένους εις τους νόμους του Πανεπιστημίου».: [312, 290, 561, 413]
- paragraph: Αίφνης εκτιγεί είς πυροβολισμός.: [1105, 190, 1297, 204]
- text-column-1: [52, 128, 300, 2558]
- paragraph: Οί φοιτηταί αλληλοδιαδόχως φεύγουν και επανέρχονται, ενώ ή βοή και ο θόρυβος και ο αλαλαγμός εξακολουθούν και αί συζητήσεις δεν παύουν.: [312, 803, 561, 863]
- paragraph: Τα Προπύλαια εμαυρίζουν. Ο κήπος ο εύθυς, ο υπερπλήρης πέρα από τους όχτους εγκατέλειψε και ερρίφθησαν είς την όδόν. Αλλ' ο στρατός ήταν αφθάρτως ορθός.: [572, 1623, 821, 1683]
- paragraph: — Μπούμ!: [1105, 206, 1164, 220]
- paragraph: Είνε πλην μεσημβρία και μερικοί εκ των φοιτητών μεταβαίνουν αλληλοδιαδόχως να γευματίσουν.: [312, 661, 561, 707]
- paragraph: Και επακραίει βοή, σύγχυσις, θόρυβος.: [584, 1293, 807, 1306]
